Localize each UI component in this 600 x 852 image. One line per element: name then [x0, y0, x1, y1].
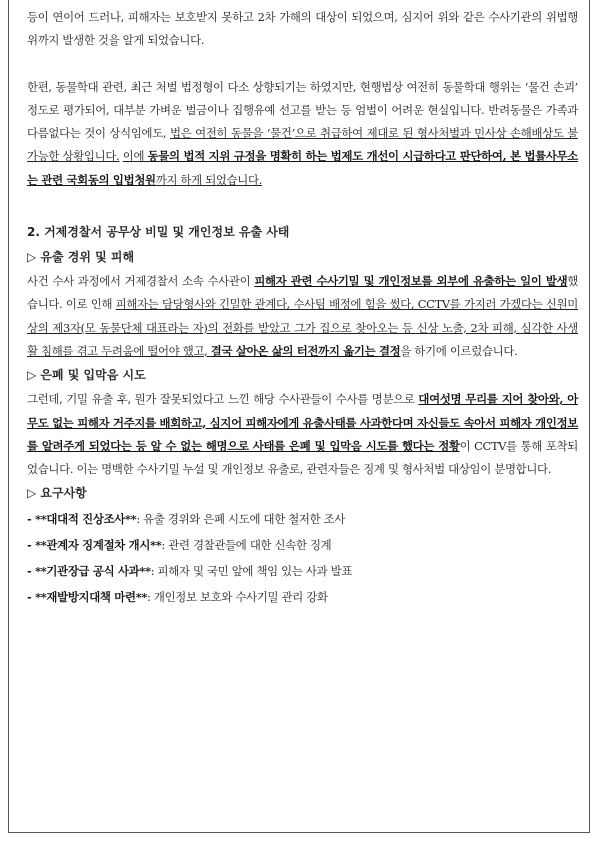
intro-text: 등이 연이어 드러나, 피해자는 보호받지 못하고 2차 가해의 대상이 되었으며, 심지어 위와 같은 수사기관의 위법행위까지 발생한 것을 알게 되었습니다.	[27, 10, 578, 48]
leak-paragraph: 사건 수사 과정에서 거제경찰서 소속 수사관이 피해자 관련 수사기밀 및 개인정보를 외부에 유출하는 일이 발생했습니다. 이로 인해 피해자는 담당형사와 긴밀한 관계다, 수사팀 배정에 힘을 썼다, CCTV를 가지러 가겠다는 신원미상의 제3자(모 동물단체 대표라는 자)의 전화를 받았고 그가 집으로 찾아오는 등 신상 노출, 2차 피해, 심각한 사생활 침해를 겪고 두려움에 떨어야 했고, 결국 살아온 삶의 터전까지 옮기는 결정을 하기에 이르렀습니다.	[27, 274, 578, 358]
underlined-text: 까지 하게 되었습니다.	[155, 172, 263, 187]
subsection-heading-leak: ▷ 유출 경위 및 피해	[27, 250, 135, 265]
list-item: - **관계자 징계절차 개시**: 관련 경찰관들에 대한 신속한 징계	[27, 538, 332, 553]
document-page	[8, 0, 590, 833]
coverup-paragraph: 그런데, 기밀 유출 후, 뭔가 잘못되었다고 느낀 해당 수사관들이 수사를 명분으로 대여섯명 무리를 지어 찾아와, 아무도 없는 피해자 거주지를 배회하고, 심지어 피해자에게 유출사태를 사과한다며 자신들도 속아서 피해자 개인정보를 알려주게 되었다는 등 알 수 없는 해명으로 사태를 은폐 및 입막음 시도를 했다는 정황이 CCTV를 통해 포착되었습니다. 이는 명백한 수사기밀 누설 및 개인정보 유출로, 관련자들은 징계 및 형사처벌 대상임이 분명합니다.	[27, 392, 578, 477]
animal-abuse-paragraph	[27, 76, 578, 192]
list-item: - **재발방지대책 마련**: 개인정보 보호와 수사기밀 관리 강화	[27, 590, 328, 605]
intro-paragraph	[27, 6, 578, 53]
demands-list	[27, 506, 578, 610]
bold-underlined-text: 대여섯명 무리를 지어 찾아와, 아무도 없는 피해자 거주지를 배회하고, 심지어 피해자에게 유출사태를 사과한다며 자신들도 속아서 피해자 개인정보를 알려주게 되었다는 등 알 수 없는 해명으로 사태를 은폐 및 입막음 시도를 했다는 정황	[27, 392, 578, 453]
subsection-heading-coverup: ▷ 은폐 및 입막음 시도	[27, 368, 146, 383]
bold-underlined-text: 결국 살아온 삶의 터전까지 옮기는 결정	[210, 343, 401, 358]
underlined-text: 법은 여전히 동물을 ‘물건’으로 취급하여 제대로 된 형사처벌과 민사상 손해배상도 불가능한 상황입니다.	[27, 126, 578, 164]
bold-underlined-text: 동물의 법적 지위 규정을 명확히 하는 법제도 개선이 시급하다고 판단하여, 본 법률사무소는 관련 국회동의 입법청원	[27, 149, 578, 187]
document-body	[27, 6, 578, 610]
list-item: - **대대적 진상조사**: 유출 경위와 은폐 시도에 대한 철저한 조사	[27, 512, 346, 527]
underlined-text: 이에	[122, 149, 148, 164]
underlined-text: 피해자는 담당형사와 긴밀한 관계다, 수사팀 배정에 힘을 썼다, CCTV를 가지러 가겠다는 신원미상의 제3자(모 동물단체 대표라는 자)의 전화를 받았고 그가 집으로 찾아오는 등 신상 노출, 2차 피해, 심각한 사생활 침해를 겪고 두려움에 떨어야 했고,	[27, 297, 578, 358]
subsection-heading-demands: ▷ 요구사항	[27, 486, 87, 501]
bold-underlined-text: 피해자 관련 수사기밀 및 개인정보를 외부에 유출하는 일이 발생	[254, 274, 568, 289]
section-heading: 2. 거제경찰서 공무상 비밀 및 개인정보 유출 사태	[27, 225, 290, 240]
paragraph-text: 한편, 동물학대 관련, 최근 처벌 법정형이 다소 상향되기는 하였지만, 현행법상 여전히 동물학대 행위는 ‘물건 손괴’ 정도로 평가되어, 대부분 가벼운 벌금이나 집행유예 선고를 받는 등 엄벌이 어려운 현실입니다. 반려동물은 가족과 다름없다는 것이 상식임에도,	[27, 79, 578, 141]
list-item: - **기관장급 공식 사과**: 피해자 및 국민 앞에 책임 있는 사과 발표	[27, 564, 353, 579]
